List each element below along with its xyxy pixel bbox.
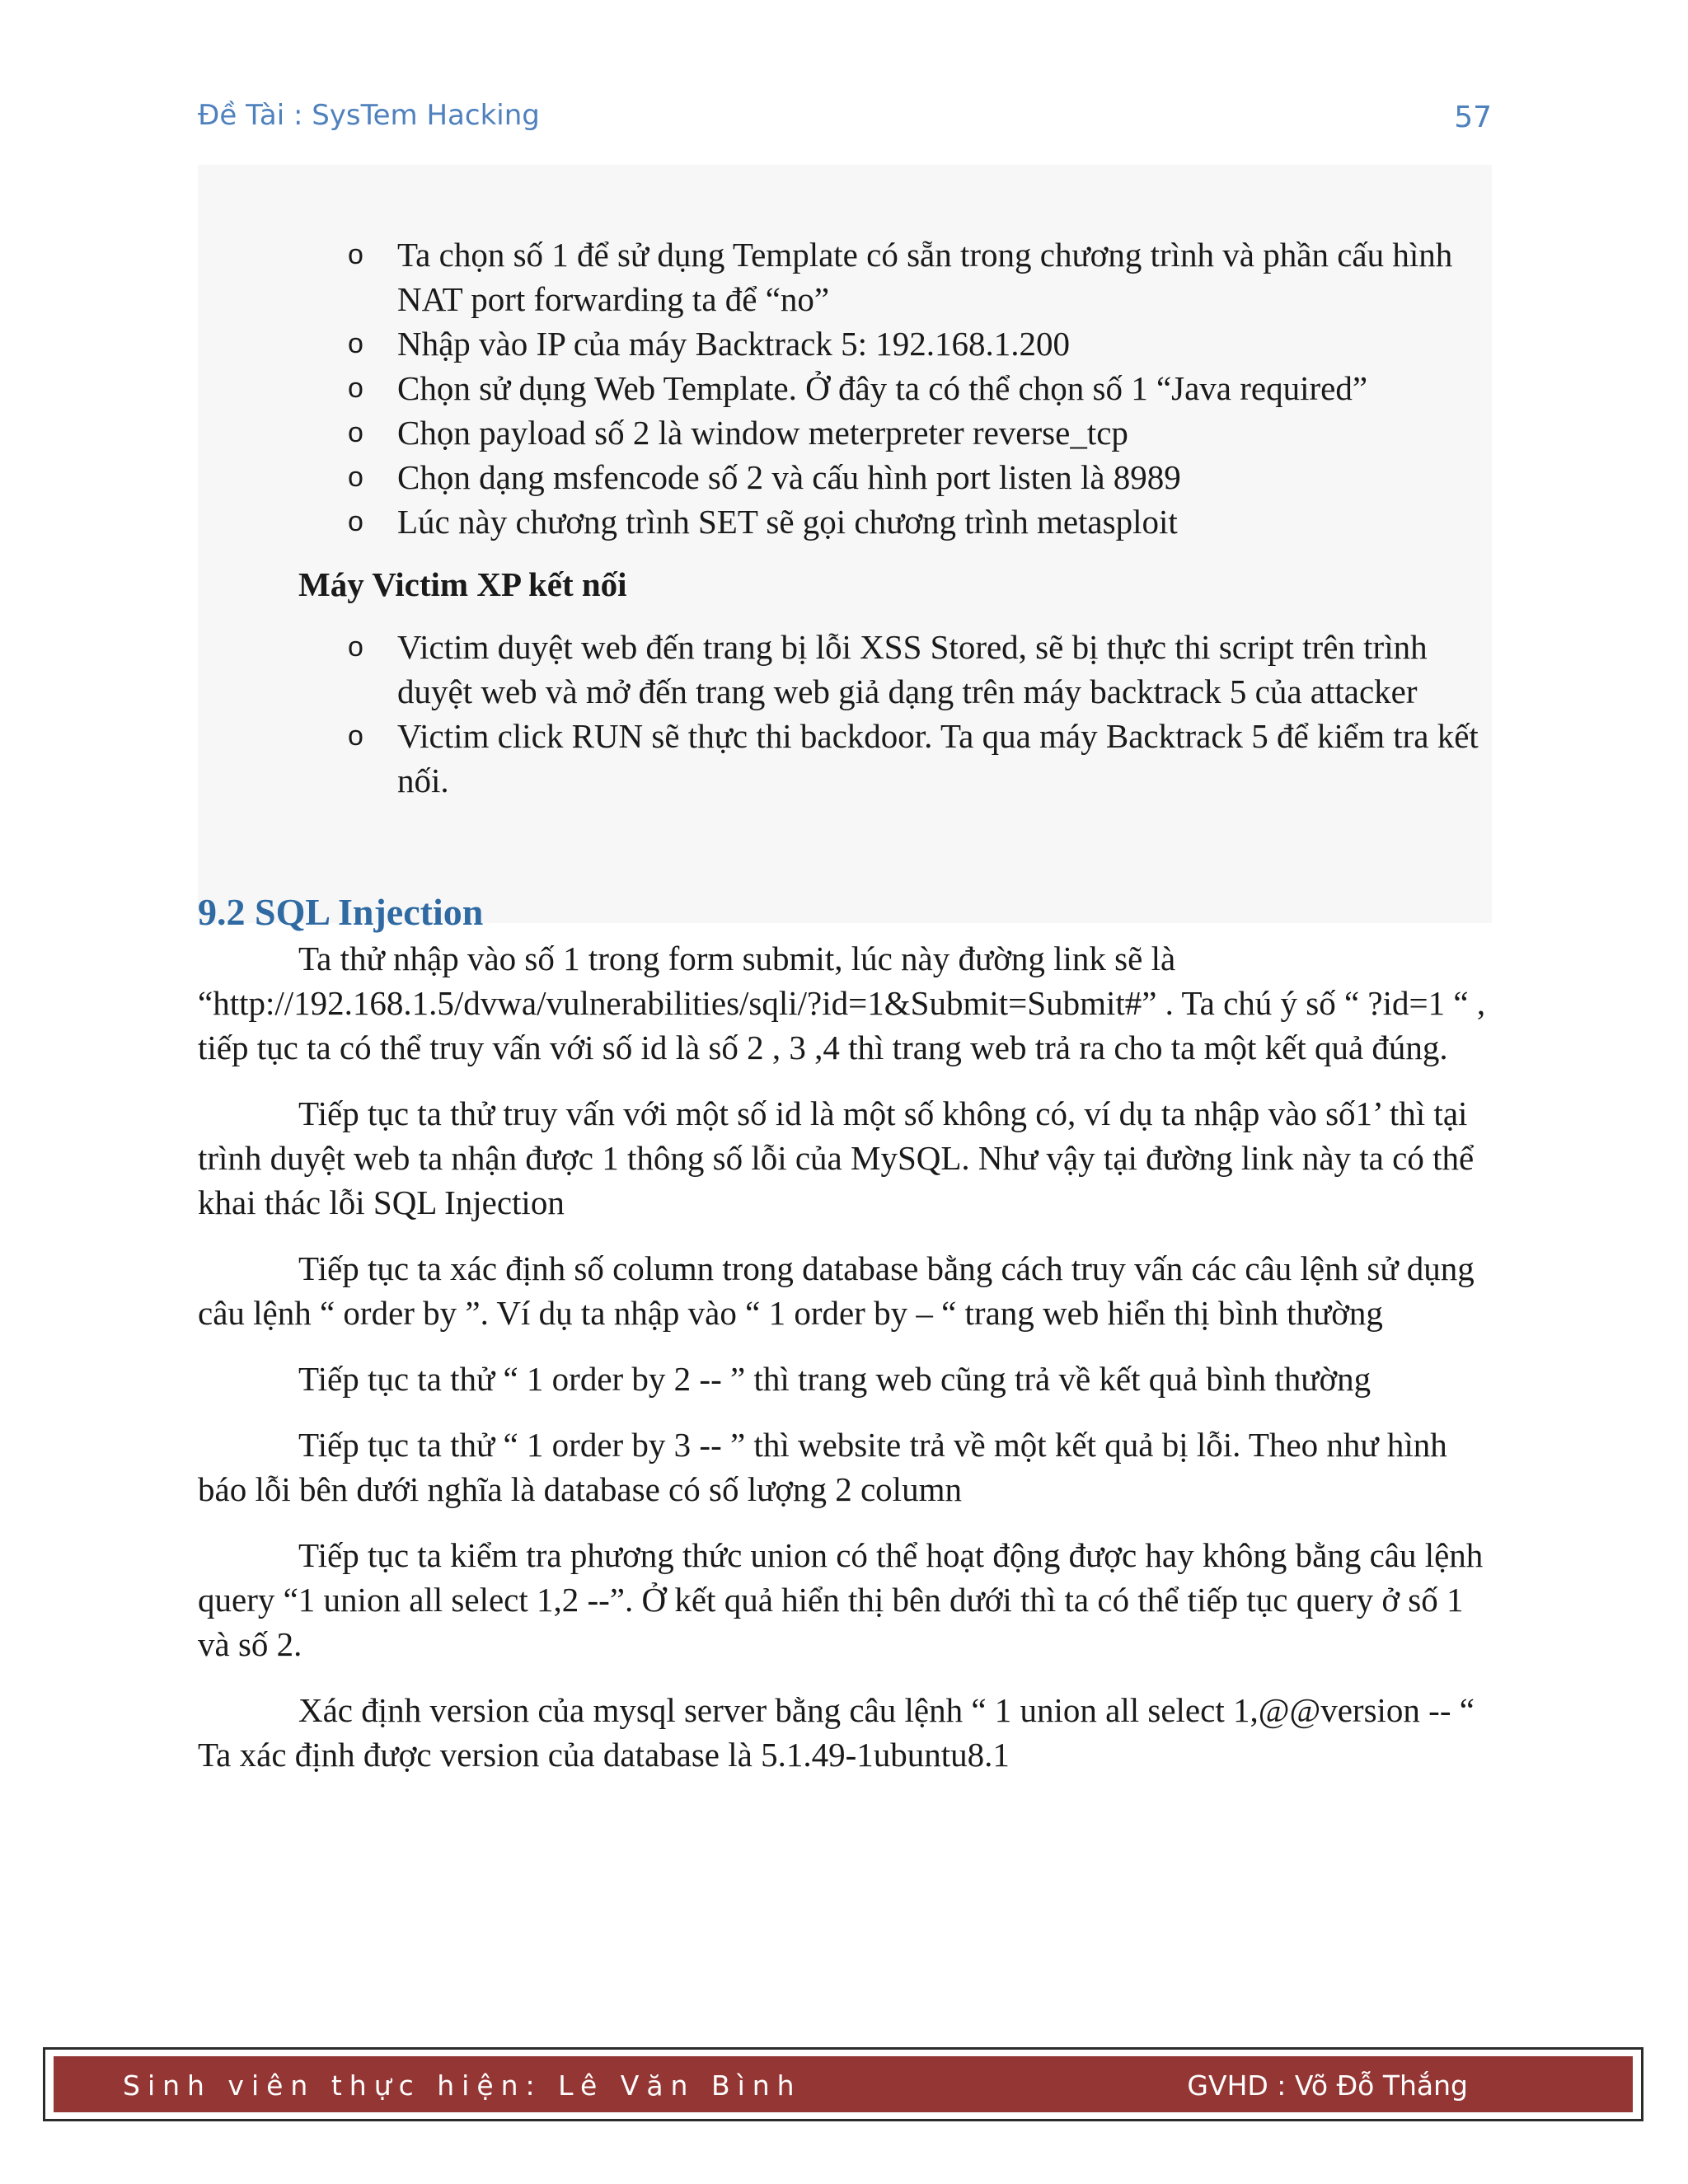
bullet-marker: o — [348, 373, 363, 404]
list-item-text: Ta chọn số 1 để sử dụng Template có sẵn trong chương trình và phần cấu hình NAT port forwarding ta để “no” — [397, 236, 1453, 318]
list-item — [198, 321, 1500, 366]
footer-student: Sinh viên thực hiện: Lê Văn Bình — [123, 2069, 802, 2102]
section-heading: 9.2 SQL Injection — [198, 891, 484, 933]
subheading-victim: Máy Victim XP kết nối — [298, 565, 627, 603]
footer-advisor: GVHD : Võ Đỗ Thắng — [1187, 2069, 1468, 2102]
list-item — [198, 232, 1500, 321]
bullet-marker: o — [348, 631, 363, 663]
bullet-marker: o — [348, 239, 363, 270]
bullet-marker: o — [348, 462, 363, 493]
paragraph: Tiếp tục ta thử “ 1 order by 2 -- ” thì trang web cũng trả về kết quả bình thường — [298, 1360, 1372, 1398]
list-item — [198, 366, 1500, 410]
paragraph: Ta thử nhập vào số 1 trong form submit, lúc này đường link sẽ là “http://192.168.1.5/dvwa/vulnerabilities/sqli/?id=1&Submit=Submit#” . Ta chú ý số “ ?id=1 “ , tiếp tục ta có thể truy vấn với số id là số 2 , 3 ,4 thì trang web trả ra cho ta một kết quả đúng. — [198, 940, 1486, 1066]
bullet-list-victim — [198, 625, 1500, 803]
list-item-text: Chọn payload số 2 là window meterpreter reverse_tcp — [397, 414, 1128, 452]
list-item-text: Nhập vào IP của máy Backtrack 5: 192.168.1.200 — [397, 325, 1070, 363]
list-item-text: Victim duyệt web đến trang bị lỗi XSS Stored, sẽ bị thực thi script trên trình duyệt web và mở đến trang web giả dạng trên máy backtrack 5 của attacker — [397, 628, 1428, 710]
bullet-marker: o — [348, 328, 363, 359]
header-title: Đề Tài : SysTem Hacking — [198, 99, 540, 132]
list-item-text: Lúc này chương trình SET sẽ gọi chương trình metasploit — [397, 503, 1178, 541]
paragraph: Tiếp tục ta thử “ 1 order by 3 -- ” thì website trả về một kết quả bị lỗi. Theo như hình báo lỗi bên dưới nghĩa là database có số lượng 2 column — [198, 1426, 1447, 1508]
bullet-marker: o — [348, 720, 363, 752]
list-item — [198, 625, 1500, 714]
paragraph: Xác định version của mysql server bằng câu lệnh “ 1 union all select 1,@@version -- “ Ta xác định được version của database là 5.1.49-1ubuntu8.1 — [198, 1691, 1475, 1774]
paragraph: Tiếp tục ta xác định số column trong database bằng cách truy vấn các câu lệnh sử dụng câu lệnh “ order by ”. Ví dụ ta nhập vào “ 1 order by – “ trang web hiển thị bình thường — [198, 1249, 1475, 1332]
list-item-text: Chọn dạng msfencode số 2 và cấu hình port listen là 8989 — [397, 458, 1181, 496]
paragraph: Tiếp tục ta kiểm tra phương thức union có thể hoạt động được hay không bằng câu lệnh query “1 union all select 1,2 --”. Ở kết quả hiển thị bên dưới thì ta có thể tiếp tục query ở số 1 và số 2. — [198, 1536, 1484, 1663]
list-item — [198, 499, 1500, 544]
bullet-marker: o — [348, 506, 363, 537]
list-item-text: Chọn sử dụng Web Template. Ở đây ta có thể chọn số 1 “Java required” — [397, 369, 1368, 407]
page-number: 57 — [1454, 101, 1492, 134]
document-body — [198, 232, 1500, 1777]
bullet-list-setup — [198, 232, 1500, 544]
bullet-marker: o — [348, 417, 363, 448]
list-item — [198, 455, 1500, 499]
paragraph: Tiếp tục ta thử truy vấn với một số id là một số không có, ví dụ ta nhập vào số1’ thì tại trình duyệt web ta nhận được 1 thông số lỗi của MySQL. Như vậy tại đường link này ta có thể khai thác lỗi SQL Injection — [198, 1094, 1475, 1221]
list-item — [198, 714, 1500, 803]
list-item — [198, 410, 1500, 455]
footer — [43, 2047, 1643, 2121]
list-item-text: Victim click RUN sẽ thực thi backdoor. Ta qua máy Backtrack 5 để kiểm tra kết nối. — [397, 717, 1479, 799]
footer-bar — [54, 2056, 1633, 2112]
